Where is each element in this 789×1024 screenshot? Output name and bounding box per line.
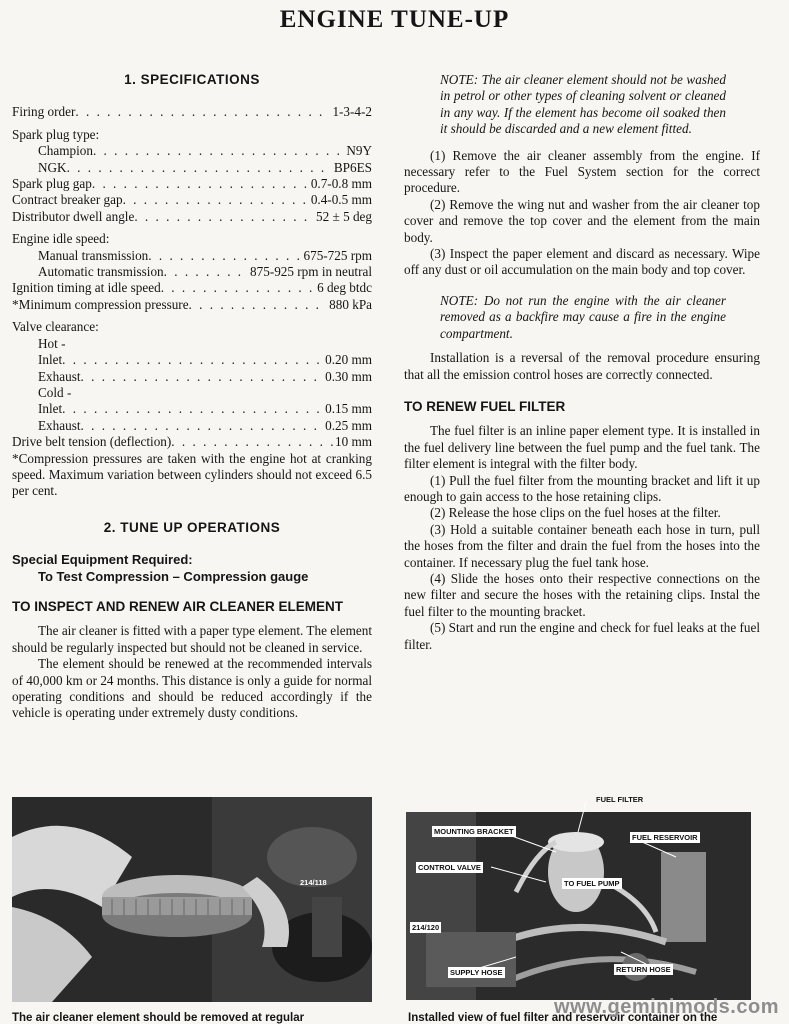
left-column [12,72,372,722]
label-return-hose: RETURN HOSE [616,965,671,974]
spec-ngk [12,160,372,176]
leader-dots [148,248,301,264]
spec-value: N9Y [346,143,372,159]
spec-label: Contract breaker gap [12,192,123,208]
leader-dots [171,434,333,450]
watermark: www.geminimods.com [554,996,779,1018]
spec-value: 0.20 mm [325,352,372,368]
spec-value: 1-3-4-2 [332,104,372,120]
fuel-step-5: (5) Start and run the engine and check for fuel leaks at the fuel filter. [404,620,760,652]
label-control-valve: CONTROL VALVE [418,863,481,872]
air-cleaner-paragraph-1: The air cleaner is fitted with a paper type element. The element should be regularly inspected but should not be cleaned in service. [12,623,372,655]
spec-label: Champion [38,143,93,159]
photo-number-label: 214/118 [300,878,327,887]
spec-label: Firing order [12,104,76,120]
cold-label: Cold - [38,384,72,400]
spark-plug-type-label: Spark plug type: [12,126,100,142]
air-cleaner-photo [12,797,372,1002]
label-fuel-filter: FUEL FILTER [596,795,644,804]
installation-paragraph: Installation is a reversal of the removal procedure ensuring that all the emission control hoses are correctly connected. [404,350,760,382]
leader-dots [67,160,332,176]
spec-label: Ignition timing at idle speed [12,280,161,296]
leader-dots [75,104,330,120]
fuel-step-3: (3) Hold a suitable container beneath each hose in turn, pull the hoses from the filter and drain the fuel from the hoses into the container. If necessary plug the fuel tank hose. [404,521,760,570]
tune-up-operations-heading: 2. TUNE UP OPERATIONS [103,519,281,535]
note-do-not-wash: NOTE: The air cleaner element should not be washed in petrol or other types of cleaning solvent or cleaned in any way. If the element has become oil soaked then it should be discarded and a new element fitted. [440,72,726,137]
leader-dots [164,264,248,280]
right-column [404,72,760,653]
test-compression-line: To Test Compression – Compression gauge [38,568,309,584]
leader-dots [62,352,323,368]
spec-value: 875-925 rpm in neutral [250,264,372,280]
label-to-fuel-pump: TO FUEL PUMP [564,879,620,888]
spec-dwell-angle [12,209,372,225]
special-equipment-heading: Special Equipment Required: [12,552,193,568]
spec-label: Exhaust [38,417,81,433]
spec-label: Automatic transmission [38,264,164,280]
note-backfire: NOTE: Do not run the engine with the air cleaner removed as a backfire may cause a fire in the engine compartment. [440,292,726,341]
spec-label: Drive belt tension (deflection) [12,434,172,450]
label-photo-number: 214/120 [412,923,440,932]
engine-photo-image [12,797,372,1002]
compression-footnote: *Compression pressures are taken with the engine hot at cranking speed. Maximum variation between cylinders should not exceed 6.5 per cent. [12,450,372,499]
fuel-step-4: (4) Slide the hoses onto their respective connections on the new filter and secure the hoses with the retaining clips. Instal the fuel filter to the mounting bracket. [404,570,760,619]
idle-speed-label: Engine idle speed: [12,231,110,247]
spec-value: 0.7-0.8 mm [310,176,372,192]
leader-dots [189,297,328,313]
leader-dots [93,143,344,159]
spec-hot-exhaust [12,369,372,385]
spec-manual-transmission [12,248,372,264]
spec-plug-gap [12,176,372,192]
spec-label: Exhaust [38,368,81,384]
leader-dots [62,401,323,417]
air-cleaner-caption: The air cleaner element should be removed at regular [12,1012,305,1024]
spec-value: BP6ES [333,159,372,175]
spec-label: NGK [38,159,67,175]
fuel-step-1: (1) Pull the fuel filter from the mounting bracket and lift it up enough to gain access to the hose retaining clips. [404,472,760,504]
leader-dots [92,176,309,192]
fuel-step-2: (2) Release the hose clips on the fuel hoses at the filter. [430,505,721,521]
spec-label: Distributor dwell angle [12,208,135,224]
label-fuel-reservoir: FUEL RESERVOIR [632,833,698,842]
spec-drive-belt [12,434,372,450]
spec-label: Inlet [38,352,63,368]
fuel-filter-caption: Installed view of fuel filter and reservoir container on the [408,1012,718,1024]
fuel-filter-intro: The fuel filter is an inline paper element type. It is installed in the fuel delivery line between the fuel pump and the fuel tank. The filter element is integral with the filter body. [404,423,760,472]
spec-ignition-timing [12,280,372,296]
air-step-1: (1) Remove the air cleaner assembly from the engine. If necessary refer to the Fuel System section for the correct procedure. [404,147,760,196]
leader-dots [81,369,324,385]
spec-hot-inlet [12,352,372,368]
spec-value: 52 ± 5 deg [316,208,372,224]
leader-dots [134,209,314,225]
spec-cold-inlet [12,401,372,417]
air-step-3: (3) Inspect the paper element and discard as necessary. Wipe off any dust or oil accumulation on the main body and top cover. [404,246,760,278]
spec-value: 0.4-0.5 mm [310,192,372,208]
label-supply-hose: SUPPLY HOSE [450,968,503,977]
leader-dots [161,280,315,296]
fuel-filter-photo [406,792,766,1000]
spec-automatic-transmission [12,264,372,280]
spec-value: 10 mm [335,434,372,450]
air-cleaner-paragraph-2: The element should be renewed at the recommended intervals of 40,000 km or 24 months. This distance is only a guide for normal operating conditions and should be reduced accordingly if the vehicle is operating under extremely dusty conditions. [12,656,372,721]
spec-value: 0.30 mm [325,368,372,384]
spec-value: 0.25 mm [325,417,372,433]
spec-min-compression [12,297,372,313]
spec-label: Spark plug gap [12,176,92,192]
spec-label: *Minimum compression pressure [12,296,189,312]
spec-value: 0.15 mm [325,401,372,417]
page-title: ENGINE TUNE-UP [279,6,510,33]
spec-value: 675-725 rpm [303,247,372,263]
specifications-heading: 1. SPECIFICATIONS [124,72,260,87]
air-step-2: (2) Remove the wing nut and washer from the air cleaner top cover and remove the top cover and the element from the main body. [404,196,760,245]
spec-firing-order [12,104,372,120]
leader-dots [123,192,309,208]
valve-clearance-label: Valve clearance: [12,319,99,335]
spec-cold-exhaust [12,418,372,434]
spec-label: Inlet [38,401,63,417]
spec-value: 6 deg btdc [317,280,372,296]
label-mounting-bracket: MOUNTING BRACKET [434,827,514,836]
spec-breaker-gap [12,192,372,208]
leader-dots [81,418,324,434]
spec-label: Manual transmission [38,247,149,263]
fuel-filter-heading: TO RENEW FUEL FILTER [404,398,566,414]
spec-value: 880 kPa [329,296,372,312]
hot-label: Hot - [38,335,66,351]
air-cleaner-heading: TO INSPECT AND RENEW AIR CLEANER ELEMENT [12,598,344,614]
spec-champion [12,143,372,159]
